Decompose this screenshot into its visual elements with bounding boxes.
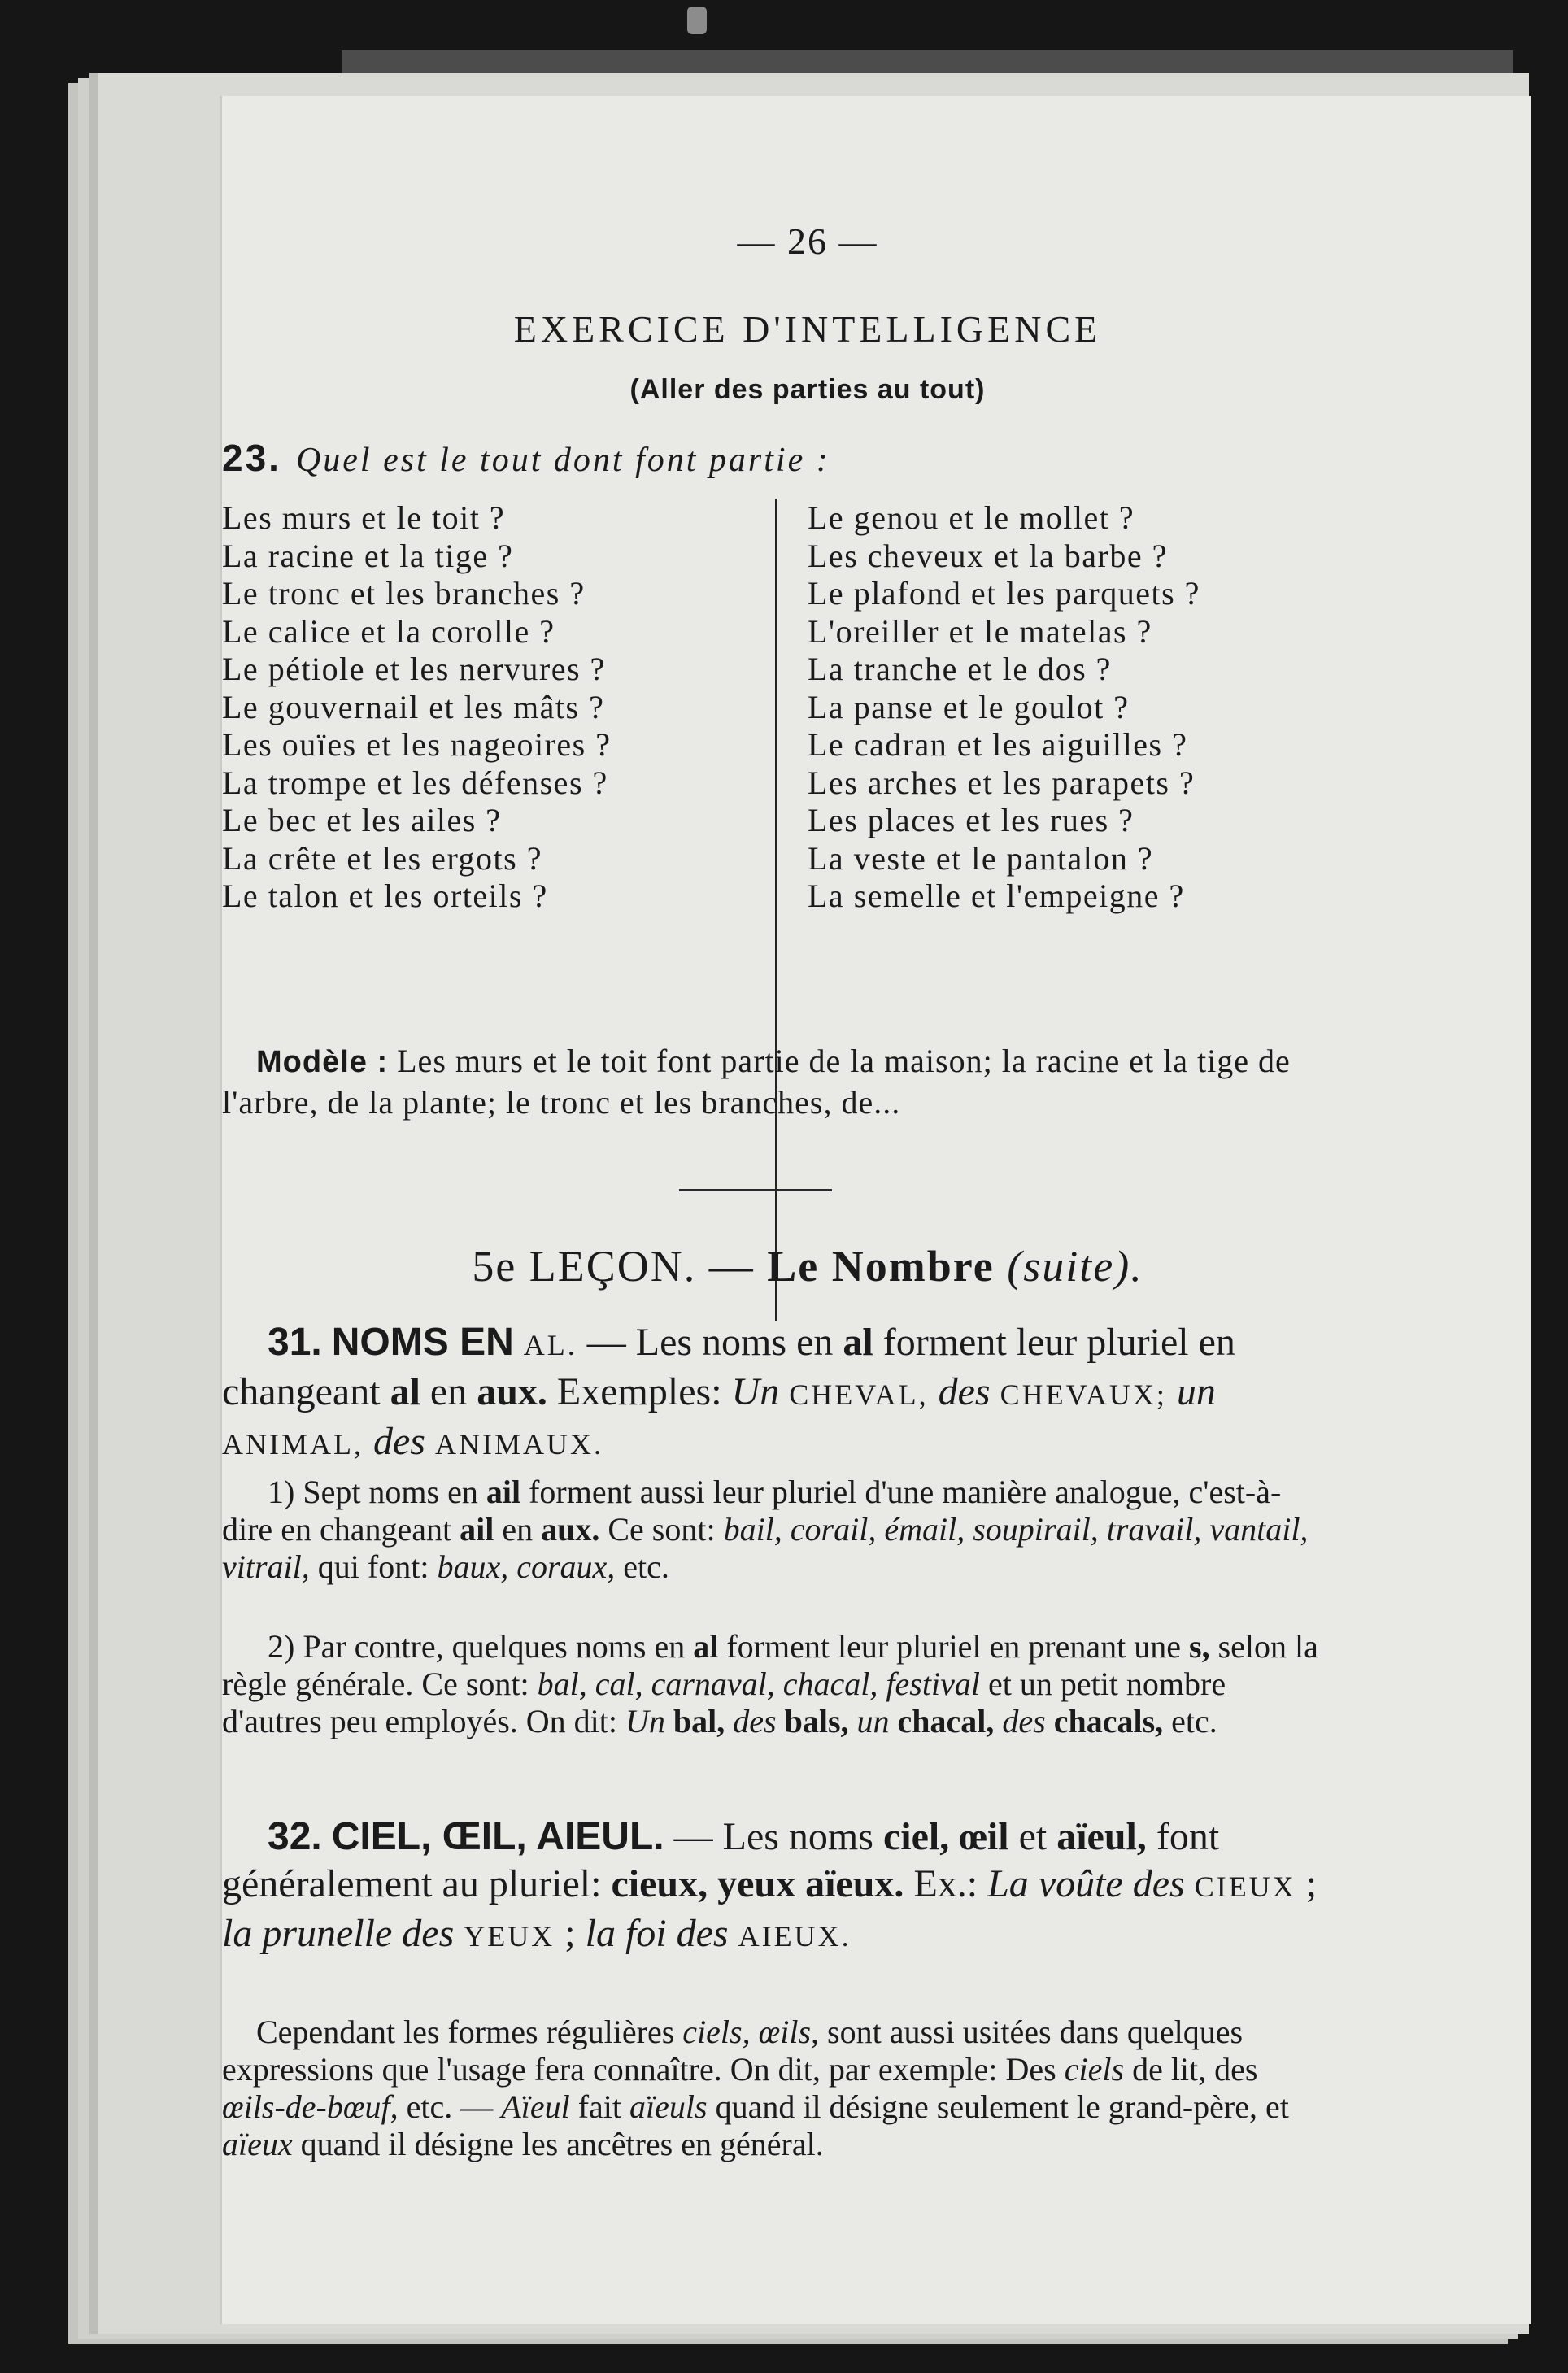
- section-31-note-1: [222, 1474, 1328, 1586]
- s32-text: et: [1018, 1815, 1048, 1858]
- right-item: Le plafond et les parquets ?: [808, 575, 1200, 612]
- s32-text: — Les noms: [673, 1815, 873, 1858]
- section-31-note-2: [222, 1628, 1328, 1740]
- model-text: Les murs et le toit font partie de la maison; la racine et la tige de l'arbre, de la plante; le tronc et les branches, de...: [222, 1043, 1291, 1121]
- left-item: Les murs et le toit ?: [222, 499, 506, 536]
- section-31-number: 31.: [268, 1321, 322, 1364]
- section-32-title: CIEL, ŒIL, AIEUL.: [331, 1815, 664, 1858]
- left-item: Le pétiole et les nervures ?: [222, 651, 606, 687]
- note3-text: de lit, des: [1132, 2051, 1258, 2088]
- note3-italic: ciels: [1064, 2051, 1125, 2088]
- section-32: [222, 1813, 1328, 1960]
- note3-text: sont aussi usitées dans quelques expressions que l'usage fera connaître. On dit, par exemple: Des: [222, 2014, 1244, 2088]
- page-number: — 26 —: [737, 220, 878, 262]
- s31-text: Exemples:: [556, 1370, 722, 1413]
- note3-italic: ciels, œils,: [682, 2014, 820, 2050]
- section-31-title: NOMS EN: [331, 1321, 514, 1364]
- right-item: La veste et le pantalon ?: [808, 839, 1154, 877]
- right-item: L'oreiller et le matelas ?: [808, 612, 1152, 650]
- s32-smallcaps: YEUX: [464, 1920, 555, 1953]
- lesson-label: LEÇON. —: [529, 1242, 755, 1291]
- right-item: Les cheveux et la barbe ?: [808, 537, 1168, 574]
- right-item: La tranche et le dos ?: [808, 651, 1112, 687]
- note3-italic: aïeux: [222, 2126, 293, 2162]
- note3-text: Cependant les formes régulières: [256, 2014, 675, 2050]
- s32-text: ;: [564, 1912, 576, 1955]
- s32-bold: ciel, œil: [882, 1815, 1009, 1858]
- right-item: Le cadran et les aiguilles ?: [808, 726, 1188, 763]
- s31-bold: aux.: [477, 1370, 547, 1413]
- left-item: Les ouïes et les nageoires ?: [222, 726, 612, 763]
- note3-text: fait: [577, 2088, 622, 2125]
- note1-bold: ail: [486, 1474, 521, 1510]
- s31-italic: des: [372, 1420, 425, 1463]
- s31-italic: Un: [731, 1370, 780, 1413]
- question-text: Quel est le tout dont font partie :: [295, 442, 830, 479]
- left-item: La racine et la tige ?: [222, 537, 514, 574]
- section-31-title-sc: AL.: [523, 1329, 577, 1361]
- exercise-heading: EXERCICE D'INTELLIGENCE: [513, 308, 1102, 350]
- note3-text: etc. —: [406, 2088, 494, 2125]
- left-item: La crête et les ergots ?: [222, 839, 542, 877]
- note3-italic: œils-de-bœuf,: [222, 2088, 399, 2125]
- note2-text: et un petit nombre d'autres peu employés. On dit:: [222, 1665, 1226, 1739]
- s32-smallcaps: CIEUX: [1194, 1870, 1296, 1903]
- s32-italic: la prunelle des: [222, 1912, 455, 1955]
- note2-italic: un: [856, 1703, 890, 1739]
- exercise-subheading: (Aller des parties au tout): [629, 374, 986, 405]
- right-column: [808, 499, 1312, 1321]
- exercise-columns: [222, 499, 1312, 1321]
- note3-text: quand il désigne seulement le grand-père, et: [715, 2088, 1289, 2125]
- s31-text: forment leur pluriel en changeant: [222, 1321, 1235, 1413]
- s31-italic: un: [1176, 1370, 1216, 1413]
- note2-bold: chacal,: [897, 1703, 995, 1739]
- note1-text: 1) Sept noms en: [268, 1474, 478, 1510]
- note1-bold: aux.: [541, 1511, 600, 1548]
- right-item: Les places et les rues ?: [808, 802, 1135, 838]
- note1-text: en: [502, 1511, 534, 1548]
- note2-bold: s,: [1189, 1628, 1210, 1665]
- note2-italic: des: [1002, 1703, 1046, 1739]
- lesson-bold-title: Le Nombre: [767, 1242, 995, 1291]
- right-item: Les arches et les parapets ?: [808, 764, 1196, 801]
- note1-italic: bail, corail, émail, soupirail, travail, vantail, vitrail,: [222, 1511, 1309, 1585]
- note1-text: forment aussi leur pluriel d'une manière analogue, c'est-à-dire en changeant: [222, 1474, 1282, 1548]
- s32-italic: La voûte des: [987, 1862, 1185, 1905]
- lesson-number: 5e: [472, 1242, 517, 1291]
- section-divider: [679, 1189, 832, 1191]
- left-item: Le talon et les orteils ?: [222, 877, 548, 914]
- section-32-number: 32.: [268, 1815, 322, 1858]
- s31-text: — Les noms en: [586, 1321, 834, 1364]
- s32-italic: la foi des: [585, 1912, 729, 1955]
- note1-bold: ail: [460, 1511, 494, 1548]
- s32-bold: cieux, yeux aïeux.: [611, 1862, 904, 1905]
- note1-italic: baux, coraux,: [437, 1548, 616, 1585]
- s31-text: en: [429, 1370, 468, 1413]
- note1-text: etc.: [623, 1548, 669, 1585]
- note1-text: Ce sont:: [608, 1511, 716, 1548]
- page-content: [222, 96, 1393, 2292]
- note2-bold: al: [693, 1628, 719, 1665]
- lesson-suffix: (suite).: [1007, 1242, 1143, 1291]
- s32-text: font généralement au pluriel:: [222, 1815, 1220, 1905]
- exercise-number: 23.: [222, 437, 281, 479]
- note2-bold: bals,: [784, 1703, 849, 1739]
- lesson-title: [222, 1241, 1393, 1291]
- model-paragraph: [222, 1041, 1328, 1123]
- note3-italic: aïeuls: [629, 2088, 708, 2125]
- s32-bold: aïeul,: [1056, 1815, 1147, 1858]
- left-item: Le tronc et les branches ?: [222, 575, 586, 612]
- note2-text: 2) Par contre, quelques noms en: [268, 1628, 686, 1665]
- s31-smallcaps: CHEVAUX;: [1000, 1378, 1167, 1411]
- note2-text: selon la règle générale. Ce sont:: [222, 1628, 1318, 1702]
- s32-text: ;: [1305, 1862, 1318, 1905]
- section-32-note: [222, 2014, 1328, 2163]
- note2-italic: Un: [625, 1703, 665, 1739]
- exercise-question: [222, 436, 830, 480]
- note3-italic: Aïeul: [501, 2088, 570, 2125]
- column-divider: [775, 499, 777, 1321]
- left-item: Le gouvernail et les mâts ?: [222, 688, 605, 725]
- note2-italic: des: [733, 1703, 777, 1739]
- book-page: [220, 96, 1531, 2324]
- note2-text: forment leur pluriel en prenant une: [726, 1628, 1181, 1665]
- note2-bold: bal,: [673, 1703, 725, 1739]
- s31-bold: al: [390, 1370, 420, 1413]
- s31-smallcaps: CHEVAL,: [789, 1378, 929, 1411]
- model-label: Modèle :: [256, 1045, 389, 1079]
- s31-smallcaps: ANIMAL,: [222, 1428, 364, 1461]
- s31-bold: al: [843, 1321, 873, 1364]
- s31-italic: des: [938, 1370, 991, 1413]
- right-item: La panse et le goulot ?: [808, 688, 1130, 725]
- left-column: [222, 499, 759, 1321]
- section-31: [222, 1319, 1328, 1468]
- right-item: Le genou et le mollet ?: [808, 499, 1135, 536]
- right-item: La semelle et l'empeigne ?: [808, 877, 1185, 914]
- note3-text: quand il désigne les ancêtres en général.: [300, 2126, 824, 2162]
- s32-smallcaps: AIEUX.: [738, 1920, 852, 1953]
- scan-mark: [687, 7, 707, 34]
- s31-smallcaps: ANIMAUX.: [434, 1428, 603, 1461]
- s32-text: Ex.:: [913, 1862, 978, 1905]
- note2-text: etc.: [1171, 1703, 1217, 1739]
- left-item: La trompe et les défenses ?: [222, 764, 608, 801]
- note2-bold: chacals,: [1053, 1703, 1164, 1739]
- note1-text: qui font:: [317, 1548, 429, 1585]
- left-item: Le calice et la corolle ?: [222, 612, 555, 650]
- left-item: Le bec et les ailes ?: [222, 802, 502, 838]
- note2-italic: bal, cal, carnaval, chacal, festival: [537, 1665, 980, 1702]
